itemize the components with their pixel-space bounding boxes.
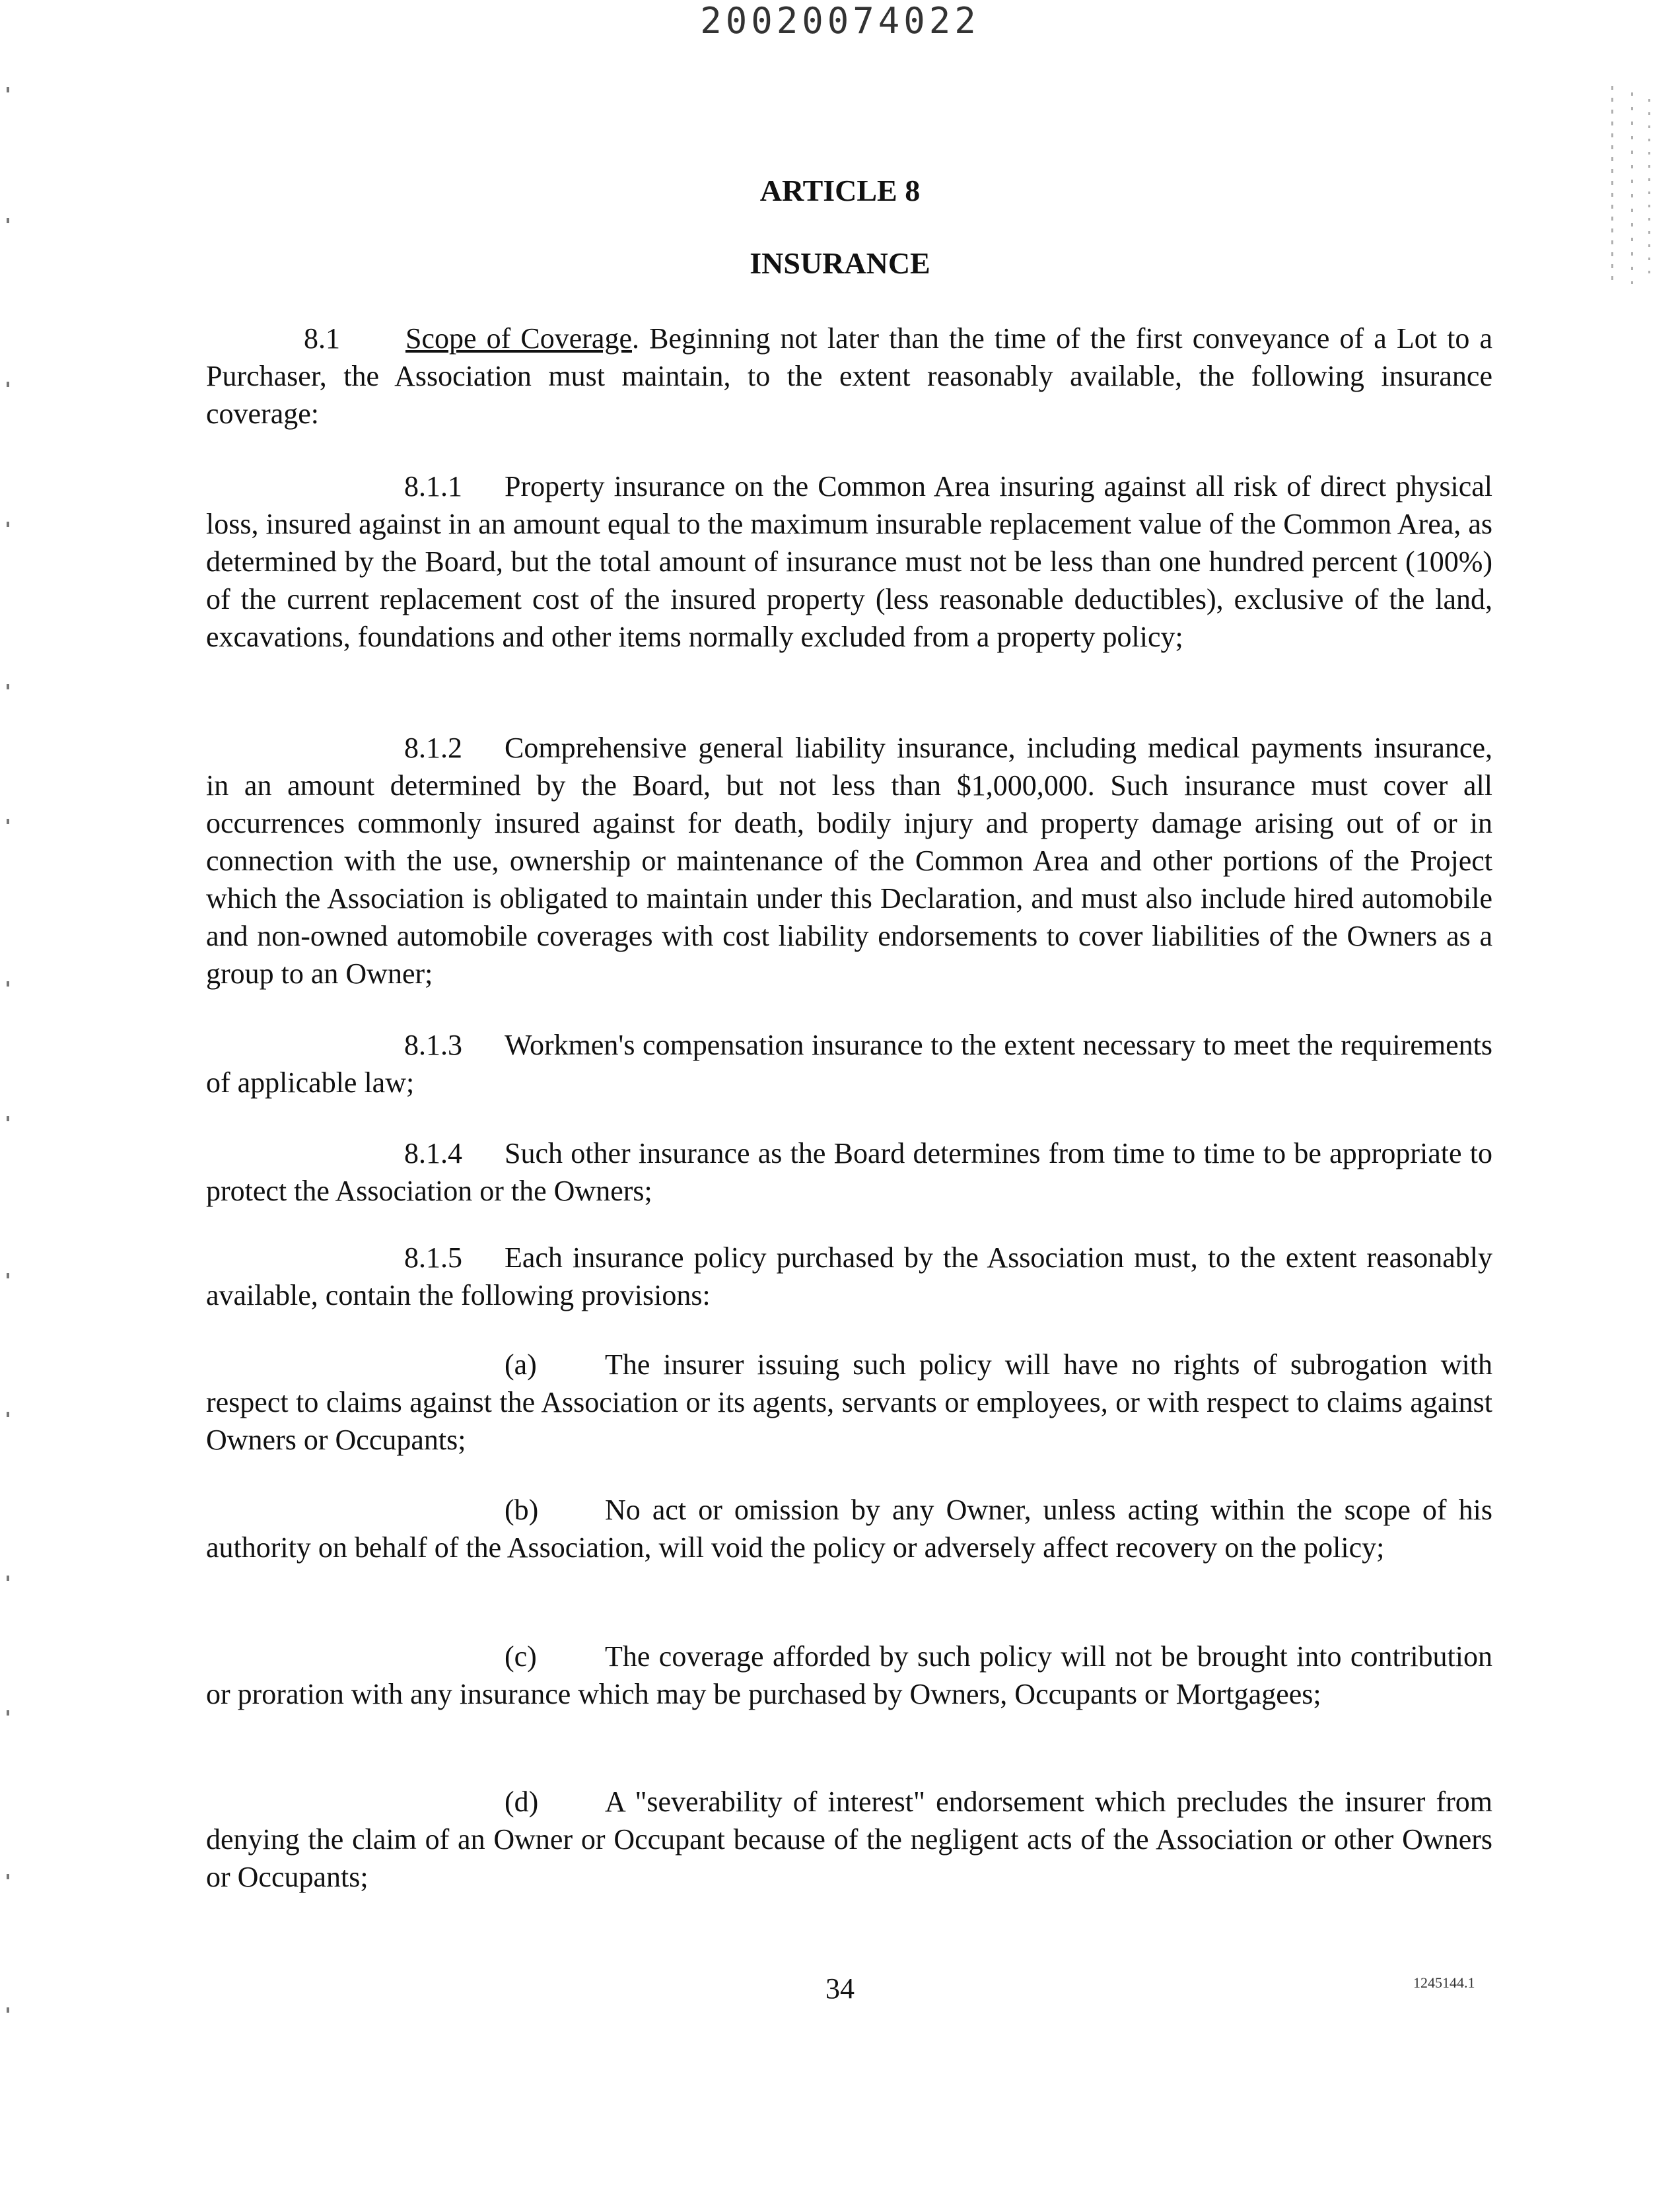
scan-mark xyxy=(7,382,9,387)
section-8-1-1 xyxy=(206,468,1492,656)
section-8-1 xyxy=(206,320,1492,433)
scan-mark xyxy=(7,684,9,689)
scan-mark xyxy=(7,522,9,527)
article-number: ARTICLE 8 xyxy=(759,174,921,207)
scan-mark xyxy=(7,981,9,987)
section-text: Property insurance on the Common Area insuring against all risk of direct physical loss, insured against in an amount equal to the maximum insurable replacement value of the Common Area, as determined by the Board, but the total amount of insurance must not be less than one hundred percent (100%) of the current replacement cost of the insured property (less reasonable deductibles), exclusive of the land, excavations, foundations and other items normally excluded from a property policy; xyxy=(206,470,1492,653)
section-heading: Scope of Coverage xyxy=(405,322,632,355)
provision-d xyxy=(206,1783,1492,1896)
provision-c xyxy=(206,1638,1492,1713)
scan-mark xyxy=(7,1874,9,1879)
section-number: 8.1.2 xyxy=(404,732,462,764)
section-number: 8.1.1 xyxy=(404,470,462,503)
document-id: 1245144.1 xyxy=(1413,1974,1475,1991)
section-text: Comprehensive general liability insurance, including medical payments insurance, in an amount determined by the Board, but not less than $1,000,000. Such insurance must cover all occurrences commonly insured against for death, bodily injury and property damage arising out of or in connection with the use, ownership or maintenance of the Common Area and other portions of the Project which the Association is obligated to maintain under this Declaration, and must also include hired automobile and non-owned automobile coverages with cost liability endorsements to cover liabilities of the Owners as a group to an Owner; xyxy=(206,732,1492,990)
section-number: 8.1.3 xyxy=(404,1029,462,1061)
scan-mark xyxy=(7,1710,9,1716)
section-text: Workmen's compensation insurance to the extent necessary to meet the requirements of applicable law; xyxy=(206,1029,1492,1099)
provision-text: No act or omission by any Owner, unless acting within the scope of his authority on behalf of the Association, will void the policy or adversely affect recovery on the policy; xyxy=(206,1494,1492,1564)
section-number: 8.1.4 xyxy=(404,1137,462,1169)
section-8-1-5 xyxy=(206,1239,1492,1314)
provision-a xyxy=(206,1346,1492,1459)
section-8-1-4 xyxy=(206,1134,1492,1210)
provision-text: A "severability of interest" endorsement which precludes the insurer from denying the claim of an Owner or Occupant because of the negligent acts of the Association or other Owners or Occupants; xyxy=(206,1786,1492,1893)
section-text: Such other insurance as the Board determines from time to time to be appropriate to protect the Association or the Owners; xyxy=(206,1137,1492,1207)
document-number: 20020074022 xyxy=(700,0,980,42)
scan-mark xyxy=(7,218,9,223)
section-number: 8.1 xyxy=(304,322,340,355)
provision-text: The insurer issuing such policy will have no rights of subrogation with respect to claims against the Association or its agents, servants or employees, or with respect to claims against Owners or Occupants; xyxy=(206,1348,1492,1456)
section-text: . Beginning not later than the time of the first conveyance of a Lot to a Purchaser, the Association must maintain, to the extent reasonably available, the following insurance coverage: xyxy=(206,322,1493,430)
scan-mark xyxy=(7,1273,9,1278)
article-title: INSURANCE xyxy=(750,246,930,280)
section-8-1-2 xyxy=(206,729,1492,992)
provision-letter: (b) xyxy=(505,1494,539,1526)
scan-mark xyxy=(7,819,9,824)
scan-mark xyxy=(7,1412,9,1417)
section-number: 8.1.5 xyxy=(404,1241,462,1274)
scan-mark xyxy=(7,1116,9,1121)
section-8-1-3 xyxy=(206,1026,1492,1101)
provision-letter: (a) xyxy=(505,1348,537,1381)
scan-noise xyxy=(1611,86,1613,284)
provision-b xyxy=(206,1491,1492,1566)
provision-text: The coverage afforded by such policy will not be brought into contribution or proration with any insurance which may be purchased by Owners, Occupants or Mortgagees; xyxy=(206,1640,1492,1710)
section-text: Each insurance policy purchased by the Association must, to the extent reasonably available, contain the following provisions: xyxy=(206,1241,1492,1311)
scan-mark xyxy=(7,87,9,92)
scan-mark xyxy=(7,2007,9,2013)
provision-letter: (c) xyxy=(505,1640,537,1673)
page-number: 34 xyxy=(825,1972,855,2005)
scan-noise xyxy=(1648,99,1650,284)
provision-letter: (d) xyxy=(505,1786,539,1818)
scan-mark xyxy=(7,1576,9,1581)
scan-noise xyxy=(1631,92,1633,284)
